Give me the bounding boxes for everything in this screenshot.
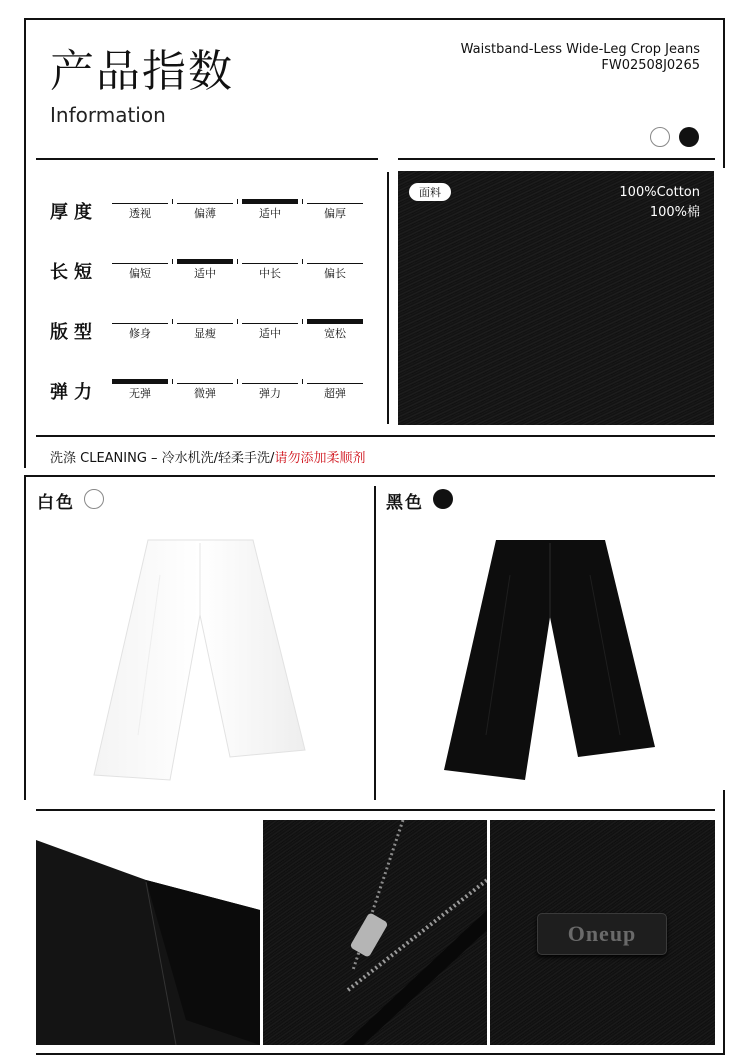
care-instructions [50, 447, 365, 466]
attribute-option [307, 383, 363, 401]
attribute-option [177, 323, 233, 341]
option-bar [307, 263, 363, 264]
left-border-top [24, 18, 26, 468]
product-info [461, 42, 700, 74]
option-tick [237, 199, 238, 204]
option-tick [237, 319, 238, 324]
option-tick [302, 259, 303, 264]
option-label: 偏长 [324, 267, 346, 280]
details-top-line [36, 809, 715, 811]
option-label: 弹力 [259, 387, 281, 400]
option-label: 适中 [194, 267, 216, 280]
option-bar [177, 203, 233, 204]
attribute-label: 长短 [50, 262, 98, 283]
fabric-tag: 面料 [409, 183, 451, 201]
black-swatch [679, 127, 699, 147]
option-bar [177, 259, 233, 264]
colors-left-border [24, 475, 26, 800]
attribute-option [242, 383, 298, 401]
option-label: 宽松 [324, 327, 346, 340]
attribute-option [177, 383, 233, 401]
option-label: 修身 [129, 327, 151, 340]
right-border-top [723, 18, 725, 168]
option-bar [112, 263, 168, 264]
option-bar [307, 203, 363, 204]
option-label: 中长 [259, 267, 281, 280]
fabric-composition [619, 183, 700, 223]
divider-vertical [387, 172, 389, 424]
option-bar [242, 383, 298, 384]
option-bar [242, 323, 298, 324]
product-name: Waistband-Less Wide-Leg Crop Jeans [460, 42, 700, 57]
care-bottom-line [24, 475, 715, 477]
attribute-option-selected [112, 383, 168, 401]
black-pants-image [440, 535, 660, 785]
color-swatch-white [84, 489, 104, 509]
color-label-black: 黑色 [386, 493, 424, 513]
option-bar [242, 263, 298, 264]
option-label: 微弹 [194, 387, 216, 400]
composition-cn: 100%棉 [649, 205, 700, 220]
care-text: 洗涤 CLEANING – 冷水机洗/轻柔手洗/ [50, 451, 275, 466]
page-subtitle: Information [50, 103, 166, 127]
option-bar [112, 379, 168, 384]
page-title: 产品指数 [50, 46, 234, 97]
attribute-option [112, 263, 168, 281]
attribute-option-selected [177, 263, 233, 281]
divider-left [36, 158, 378, 160]
option-label: 偏短 [129, 267, 151, 280]
white-pants-image [90, 535, 310, 785]
option-label: 透视 [129, 207, 151, 220]
patch-text: Oneup [567, 921, 637, 946]
attribute-option [307, 203, 363, 221]
option-label: 偏厚 [324, 207, 346, 220]
right-border-bottom [723, 790, 725, 1055]
option-tick [172, 319, 173, 324]
colors-divider [374, 486, 376, 800]
attribute-option [112, 323, 168, 341]
color-label-white: 白色 [37, 493, 75, 513]
attribute-label: 版型 [50, 322, 98, 343]
option-tick [237, 379, 238, 384]
divider-right [398, 158, 715, 160]
attribute-option-selected [307, 323, 363, 341]
care-top-line [36, 435, 715, 437]
option-bar [112, 323, 168, 324]
option-bar [177, 323, 233, 324]
attribute-option [242, 323, 298, 341]
bottom-border [36, 1053, 725, 1055]
option-bar [307, 383, 363, 384]
detail-hem-image [36, 820, 260, 1045]
option-bar [177, 383, 233, 384]
option-tick [302, 379, 303, 384]
option-label: 适中 [259, 327, 281, 340]
attribute-option-selected [242, 203, 298, 221]
option-label: 超弹 [324, 387, 346, 400]
zipper-shape [263, 820, 487, 1045]
attribute-option [177, 203, 233, 221]
attribute-option [307, 263, 363, 281]
option-label: 无弹 [129, 387, 151, 400]
option-label: 偏薄 [194, 207, 216, 220]
option-bar [242, 199, 298, 204]
option-tick [172, 259, 173, 264]
color-swatch-black [433, 489, 453, 509]
option-tick [302, 319, 303, 324]
option-tick [302, 199, 303, 204]
option-tick [172, 199, 173, 204]
attribute-option [242, 263, 298, 281]
top-border [24, 18, 725, 20]
option-tick [237, 259, 238, 264]
option-label: 适中 [259, 207, 281, 220]
option-label: 显瘦 [194, 327, 216, 340]
product-code: FW02508J0265 [601, 58, 700, 73]
composition-en: 100%Cotton [619, 185, 700, 200]
attribute-label: 弹力 [50, 382, 98, 403]
hem-shape [36, 820, 260, 1045]
option-tick [172, 379, 173, 384]
attribute-label: 厚度 [50, 202, 98, 223]
care-warning: 请勿添加柔顺剂 [274, 451, 366, 466]
option-bar [307, 319, 363, 324]
white-swatch [650, 127, 670, 147]
brand-patch [537, 913, 667, 955]
detail-patch-image [490, 820, 715, 1045]
attribute-option [112, 203, 168, 221]
option-bar [112, 203, 168, 204]
detail-zipper-image [263, 820, 487, 1045]
